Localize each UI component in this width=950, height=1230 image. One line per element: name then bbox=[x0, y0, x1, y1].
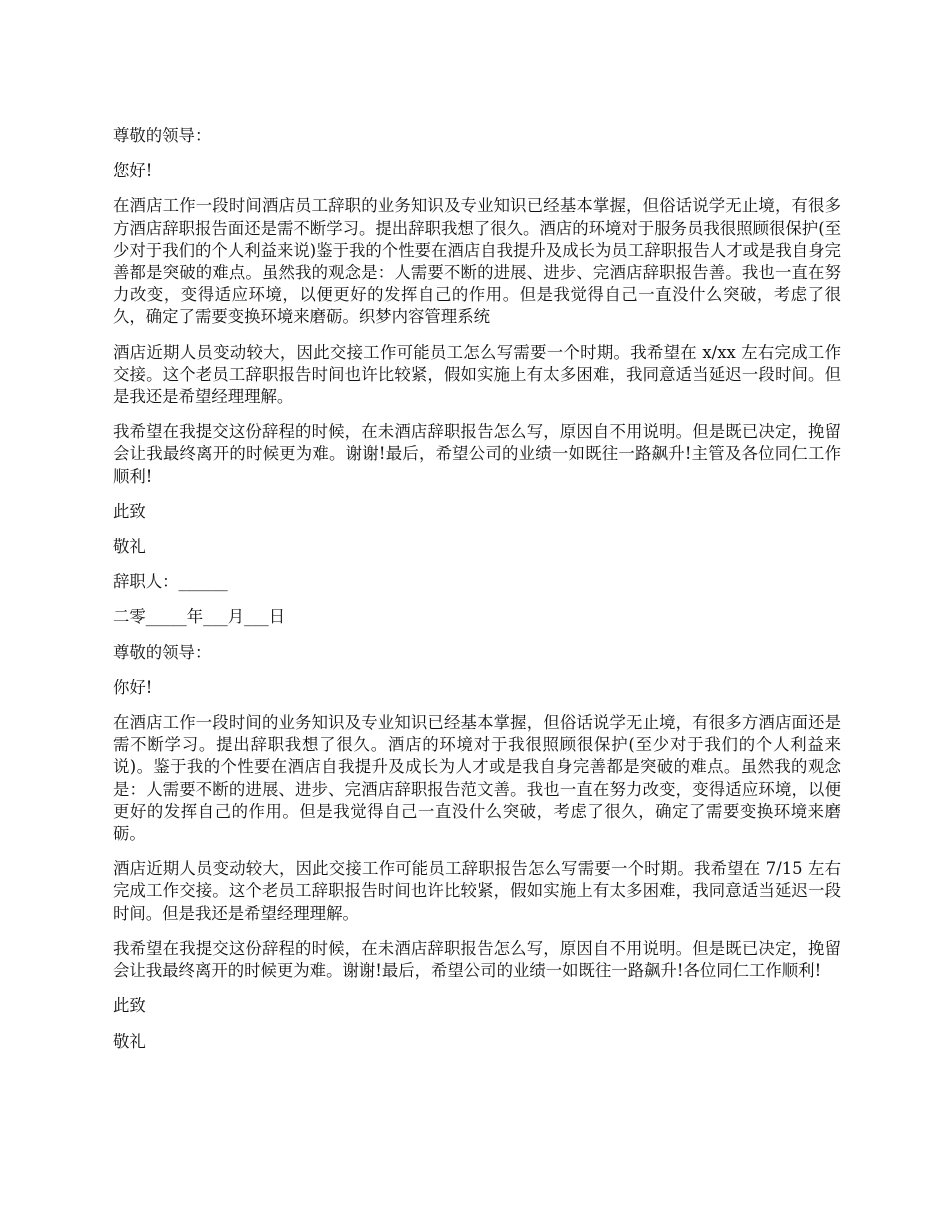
body-paragraph: 在酒店工作一段时间酒店员工辞职的业务知识及专业知识已经基本掌握，但俗话说学无止境，有很多方酒店辞职报告面还是需不断学习。提出辞职我想了很久。酒店的环境对于服务员我很照顾很保护(至少对于我们的个人利益来说)鉴于我的个性要在酒店自我提升及成长为员工辞职报告人才或是我自身完善都是突破的难点。虽然我的观念是：人需要不断的进展、进步、完酒店辞职报告善。我也一直在努力改变，变得适应环境，以便更好的发挥自己的作用。但是我觉得自己一直没什么突破，考虑了很久，确定了需要变换环境来磨砺。织梦内容管理系统 bbox=[113, 196, 841, 327]
document-page bbox=[113, 125, 841, 1066]
date-line: 二零_____年___月___日 bbox=[113, 607, 286, 627]
greeting: 你好! bbox=[113, 677, 153, 697]
closing-line: 此致 bbox=[113, 501, 146, 521]
body-paragraph: 酒店近期人员变动较大，因此交接工作可能员工辞职报告怎么写需要一个时期。我希望在 7/15 左右完成工作交接。这个老员工辞职报告时间也许比较紧，假如实施上有太多困难，我同意适当延迟一段时间。但是我还是希望经理理解。 bbox=[113, 859, 841, 923]
body-paragraph: 酒店近期人员变动较大，因此交接工作可能员工怎么写需要一个时期。我希望在 x/xx 左右完成工作交接。这个老员工辞职报告时间也许比较紧，假如实施上有太多困难，我同意适当延迟一段时间。但是我还是希望经理理解。 bbox=[113, 342, 841, 407]
closing-line: 敬礼 bbox=[113, 1031, 146, 1051]
signer-line: 辞职人：______ bbox=[113, 572, 228, 592]
greeting: 您好! bbox=[113, 161, 153, 181]
salutation: 尊敬的领导： bbox=[113, 642, 212, 662]
body-paragraph: 我希望在我提交这份辞程的时候，在未酒店辞职报告怎么写，原因自不用说明。但是既已决定，挽留会让我最终离开的时候更为难。谢谢!最后，希望公司的业绩一如既往一路飙升!各位同仁工作顺利! bbox=[113, 938, 841, 981]
body-paragraph: 我希望在我提交这份辞程的时候，在未酒店辞职报告怎么写，原因自不用说明。但是既已决定，挽留会让我最终离开的时候更为难。谢谢!最后，希望公司的业绩一如既往一路飙升!主管及各位同仁工作顺利! bbox=[113, 422, 841, 486]
closing-line: 敬礼 bbox=[113, 537, 146, 557]
salutation: 尊敬的领导： bbox=[113, 126, 212, 145]
body-paragraph: 在酒店工作一段时间的业务知识及专业知识已经基本掌握，但俗话说学无止境，有很多方酒店面还是需不断学习。提出辞职我想了很久。酒店的环境对于我很照顾很保护(至少对于我们的个人利益来说)。鉴于我的个性要在酒店自我提升及成长为人才或是我自身完善都是突破的难点。虽然我的观念是：人需要不断的进展、进步、完酒店辞职报告范文善。我也一直在努力改变，变得适应环境，以便更好的发挥自己的作用。但是我觉得自己一直没什么突破，考虑了很久，确定了需要变换环境来磨砺。 bbox=[113, 713, 841, 844]
closing-line: 此致 bbox=[113, 996, 146, 1016]
